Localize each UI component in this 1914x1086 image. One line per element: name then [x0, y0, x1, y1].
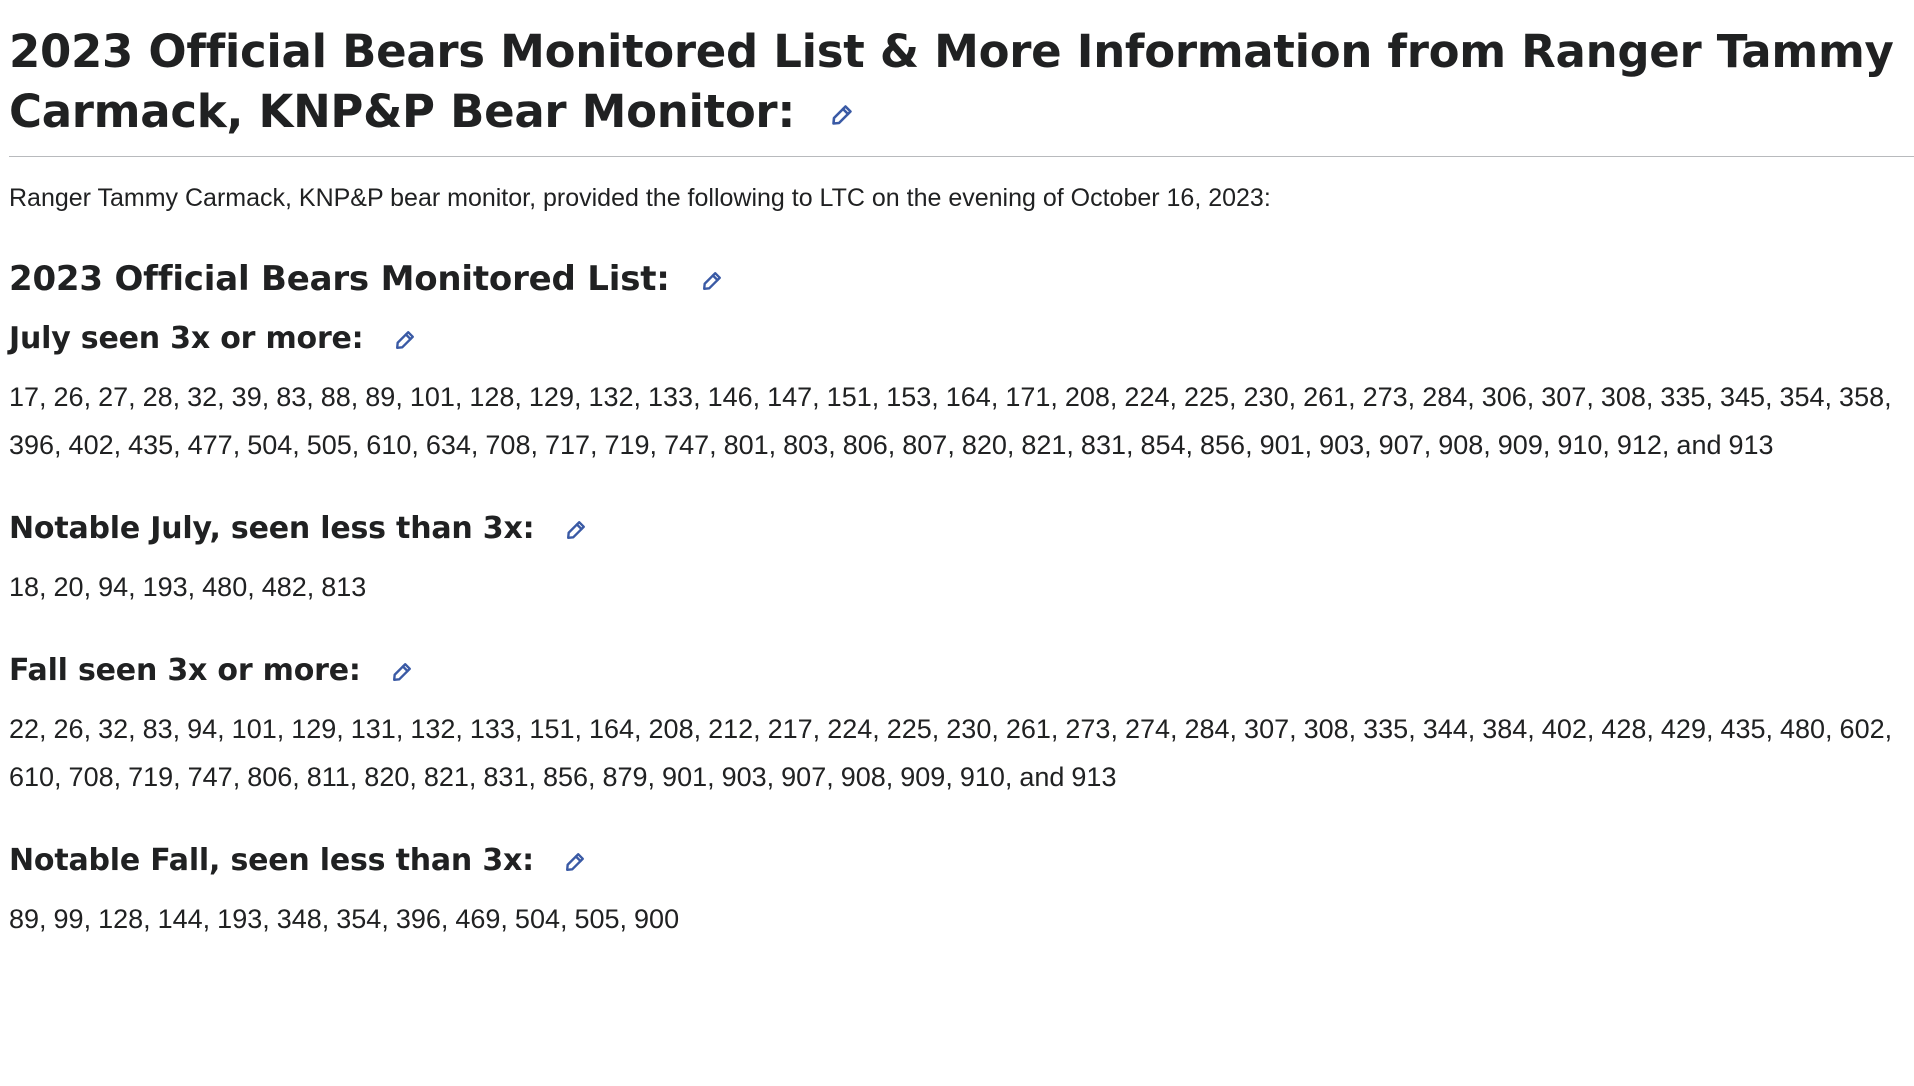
edit-fall-3x-pencil-icon[interactable] [391, 661, 413, 683]
bear-ids-july-3x: 17, 26, 27, 28, 32, 39, 83, 88, 89, 101, 128, 129, 132, 133, 146, 147, 151, 153, 164, 171, 208, 224, 225, 230, 261, 273, 284, 306, 307, 308, 335, 345, 354, 358, 396, 402, 435, 477, 504, 505, 610, 634, 708, 717, 719, 747, 801, 803, 806, 807, 820, 821, 831, 854, 856, 901, 903, 907, 908, 909, 910, 912, and 913 [9, 382, 1892, 460]
list-block-july-3x [9, 319, 1905, 469]
list-block-fall-3x [9, 651, 1905, 801]
subheading-fall-3x [9, 651, 1905, 691]
section-heading-bears-list [9, 257, 1905, 301]
page-title [9, 22, 1905, 142]
edit-july-3x-pencil-icon[interactable] [394, 329, 416, 351]
subheading-text: July seen 3x or more: [9, 321, 364, 356]
bear-ids-fall-3x: 22, 26, 32, 83, 94, 101, 129, 131, 132, 133, 151, 164, 208, 212, 217, 224, 225, 230, 261, 273, 274, 284, 307, 308, 335, 344, 384, 402, 428, 429, 435, 480, 602, 610, 708, 719, 747, 806, 811, 820, 821, 831, 856, 879, 901, 903, 907, 908, 909, 910, and 913 [9, 714, 1893, 792]
page-title-text: 2023 Official Bears Monitored List & More Information from Ranger Tammy Carmack, KNP&P Bear Monitor: [9, 25, 1894, 138]
subheading-text: Fall seen 3x or more: [9, 653, 361, 688]
title-divider [9, 156, 1914, 157]
edit-section-pencil-icon[interactable] [701, 270, 723, 292]
edit-title-pencil-icon[interactable] [830, 103, 854, 127]
edit-fall-notable-pencil-icon[interactable] [564, 851, 586, 873]
list-block-july-notable [9, 509, 1905, 611]
bear-ids-july-notable: 18, 20, 94, 193, 480, 482, 813 [9, 572, 367, 602]
subheading-july-3x [9, 319, 1905, 359]
section-heading-text: 2023 Official Bears Monitored List: [9, 259, 670, 299]
intro-paragraph: Ranger Tammy Carmack, KNP&P bear monitor, provided the following to LTC on the evening of October 16, 2023: [9, 184, 1271, 212]
subheading-july-notable [9, 509, 1905, 549]
bear-ids-fall-notable: 89, 99, 128, 144, 193, 348, 354, 396, 469, 504, 505, 900 [9, 904, 680, 934]
edit-july-notable-pencil-icon[interactable] [565, 519, 587, 541]
subheading-text: Notable July, seen less than 3x: [9, 511, 535, 546]
subheading-text: Notable Fall, seen less than 3x: [9, 843, 534, 878]
list-block-fall-notable [9, 841, 1905, 943]
subheading-fall-notable [9, 841, 1905, 881]
